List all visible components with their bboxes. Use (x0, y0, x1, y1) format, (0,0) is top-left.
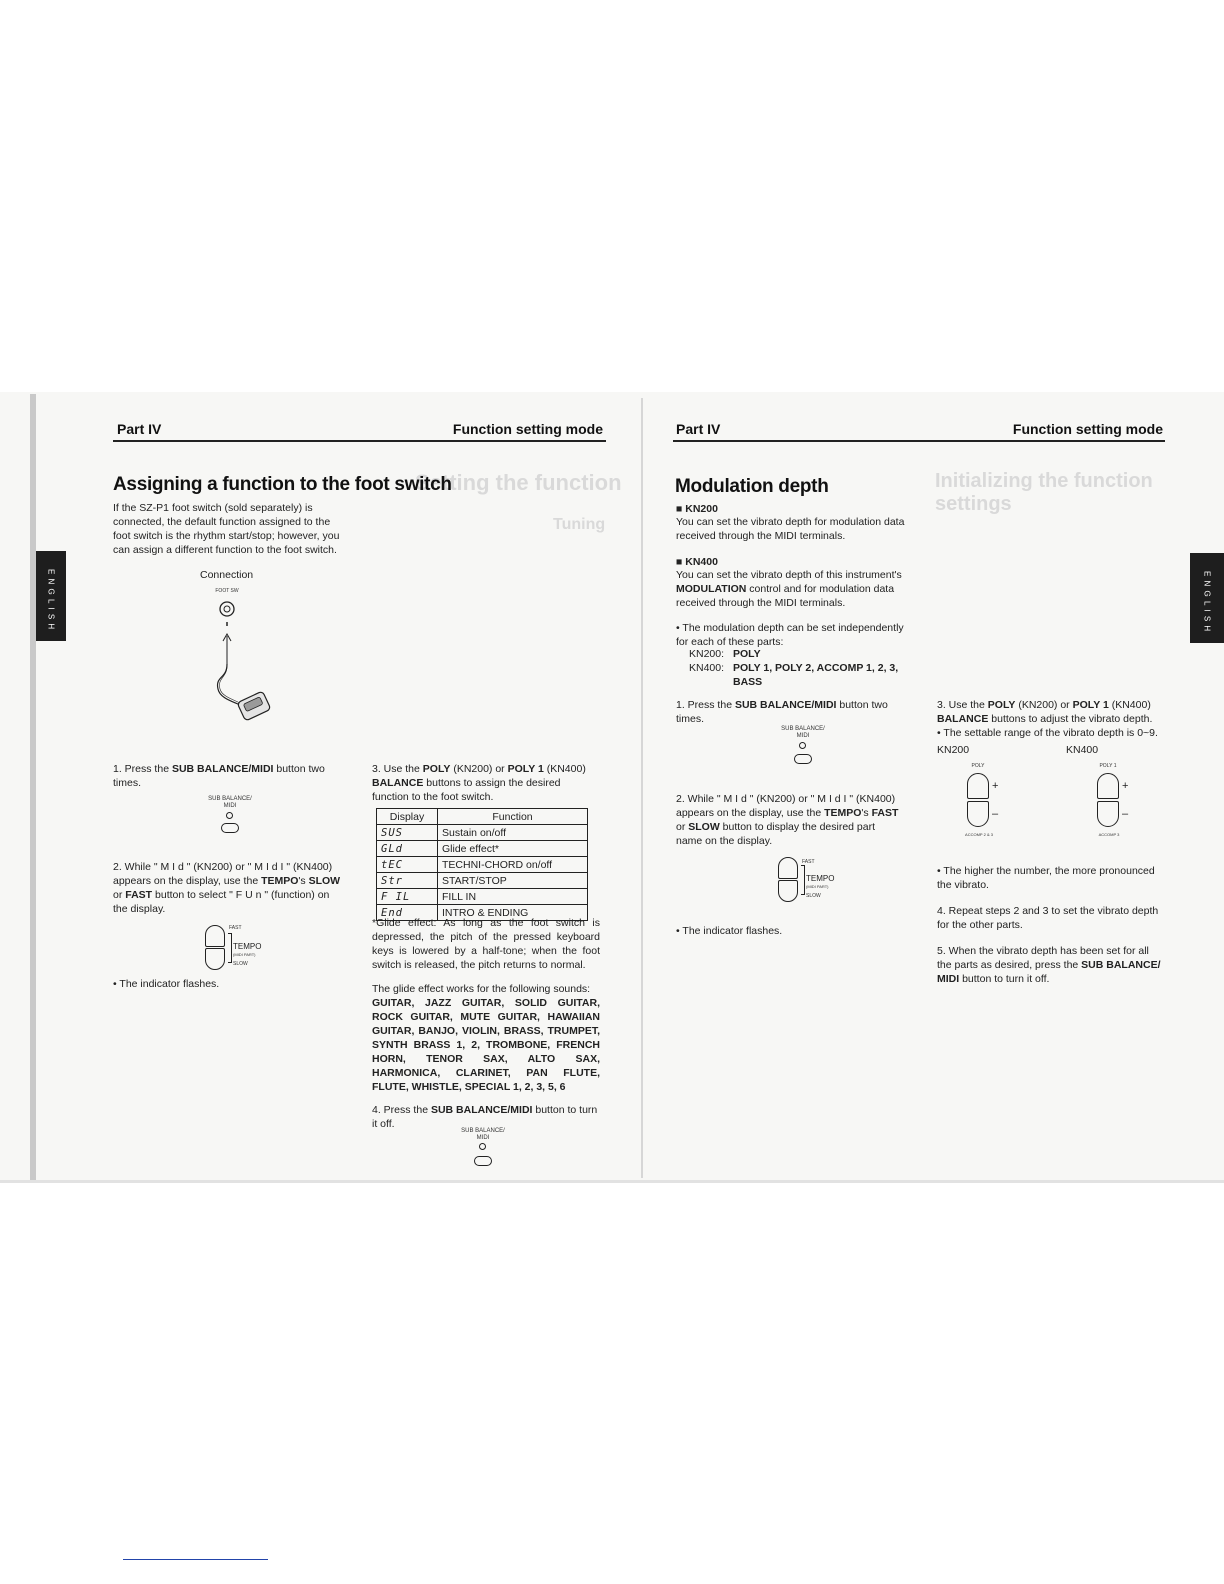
table-row (377, 841, 588, 857)
display-code-cell: Str (377, 873, 438, 889)
minus-sign-kn400: – (1122, 808, 1129, 820)
poly-label: POLY (971, 763, 985, 769)
plus-sign: + (992, 780, 999, 792)
right-page-title: Modulation depth (675, 476, 829, 497)
tempo-button-group-left (205, 925, 265, 973)
foot-switch-function-table (376, 808, 588, 921)
right-step-2: 2. While " M I d " (KN200) or " M I d I " (KN400) appears on the display, use the TEMPO's FAST or SLOW button to display the desired part name on the display. (676, 793, 899, 847)
indicator-flashes-note-left: • The indicator flashes. (113, 977, 219, 991)
function-cell: FILL IN (438, 889, 588, 905)
left-page-title: Assigning a function to the foot switch (113, 474, 452, 495)
tempo-button-group-right (778, 857, 838, 905)
accomp-3-label: ACCOMP 3 (1098, 832, 1120, 837)
page-bottom-edge (0, 1180, 1224, 1183)
midi-part-label: (MIDI PART) (233, 952, 256, 957)
accomp-2-3-label: ACCOMP 2 & 3 (965, 832, 993, 837)
function-cell: START/STOP (438, 873, 588, 889)
tempo-label: TEMPO (233, 942, 262, 951)
table-row (377, 873, 588, 889)
higher-number-note: • The higher the number, the more pronounced the vibrato. (937, 864, 1165, 892)
foot-switch-intro: If the SZ-P1 foot switch (sold separately) is connected, the default function assigned to the foot switch is the rhythm start/stop; however, you can assign a different function to the foot switch. (113, 502, 340, 556)
display-code-cell: GLd (377, 841, 438, 857)
book-spine (641, 398, 643, 1178)
fast-label-right: FAST (802, 859, 815, 865)
table-row (377, 889, 588, 905)
left-step-2: 2. While " M I d " (KN200) or " M I d I " (KN400) appears on the display, use the TEMPO's SLOW or FAST button to select " F U n " (function) on the display. (113, 861, 341, 915)
poly1-balance-minus-button[interactable] (1097, 801, 1119, 827)
bleed-through-subtitle: Tuning (553, 516, 606, 533)
left-header-section: Function setting mode (452, 421, 603, 437)
column-header-display: Display (377, 809, 438, 825)
kn200-parts: POLY (733, 648, 761, 660)
display-code-cell: SUS (377, 825, 438, 841)
left-step-4: 4. Press the SUB BALANCE/MIDI button to turn it off. (372, 1104, 598, 1130)
kn400-parts: POLY 1, POLY 2, ACCOMP 1, 2, 3, BASS (733, 662, 899, 688)
sub-balance-midi-label: SUB BALANCE/ MIDI (208, 796, 252, 809)
plus-sign-kn400: + (1122, 780, 1129, 792)
sub-balance-midi-label-right: SUB BALANCE/ MIDI (781, 726, 825, 739)
right-header-rule (673, 440, 1165, 442)
sub-balance-midi-label-step4: SUB BALANCE/ MIDI (461, 1128, 505, 1141)
tempo-slow-button[interactable] (205, 948, 225, 970)
sub-balance-midi-button-right[interactable] (794, 754, 812, 764)
left-header-rule (113, 440, 606, 442)
bleed-through-title: Setting the function (415, 470, 622, 495)
language-tab-right: E N G L I S H (1190, 553, 1224, 643)
foot-switch-connection-diagram (190, 584, 280, 739)
poly-balance-plus-button[interactable] (967, 773, 989, 799)
right-step-5: 5. When the vibrato depth has been set for all the parts as desired, press the SUB BALANCE/ MIDI button to turn it off. (937, 945, 1161, 985)
display-code-cell: F IL (377, 889, 438, 905)
poly-balance-minus-button[interactable] (967, 801, 989, 827)
right-header-part: Part IV (676, 421, 721, 437)
function-cell: TECHNI-CHORD on/off (438, 857, 588, 873)
parts-intro: • The modulation depth can be set independently for each of these parts: (676, 621, 904, 649)
fast-label: FAST (229, 925, 242, 931)
glide-sounds-intro: The glide effect works for the following sounds: (372, 983, 591, 995)
display-code-cell: tEC (377, 857, 438, 873)
left-header-part: Part IV (117, 421, 162, 437)
slow-label-right: SLOW (806, 893, 821, 899)
sub-balance-midi-button-step4[interactable] (474, 1156, 492, 1166)
left-step-1: 1. Press the SUB BALANCE/MIDI button two times. (113, 763, 325, 789)
minus-sign: – (992, 808, 999, 820)
pedal-cable (218, 664, 242, 706)
function-cell: Glide effect* (438, 841, 588, 857)
kn400-parts-label: KN400: (689, 662, 725, 674)
right-step-1: 1. Press the SUB BALANCE/MIDI button two times. (676, 699, 888, 725)
right-header-section: Function setting mode (1012, 421, 1163, 437)
right-step-4: 4. Repeat steps 2 and 3 to set the vibrato depth for the other parts. (937, 905, 1159, 931)
function-cell: INTRO & ENDING (438, 905, 588, 921)
tempo-fast-button-right[interactable] (778, 857, 798, 879)
kn400-description: You can set the vibrato depth of this instrument's MODULATION control and for modulation data received through the MIDI terminals. (676, 569, 902, 609)
display-code-cell: End (377, 905, 438, 921)
right-step-3: 3. Use the POLY (KN200) or POLY 1 (KN400) BALANCE buttons to adjust the vibrato depth. (937, 699, 1153, 725)
midi-part-label-right: (MIDI PART) (806, 884, 829, 889)
slow-label: SLOW (233, 961, 248, 967)
kn200-heading: ■ KN200 (676, 503, 718, 515)
function-cell: Sustain on/off (438, 825, 588, 841)
vibrato-range-note: • The settable range of the vibrato depth is 0~9. (937, 726, 1165, 740)
left-step-3: 3. Use the POLY (KN200) or POLY 1 (KN400) BALANCE buttons to assign the desired function to the foot switch. (372, 763, 586, 803)
poly1-balance-plus-button[interactable] (1097, 773, 1119, 799)
sub-balance-midi-button[interactable] (221, 823, 239, 833)
poly1-label: POLY 1 (1099, 763, 1117, 769)
table-row (377, 825, 588, 841)
foot-sw-jack (220, 602, 234, 616)
table-header-row (377, 809, 588, 825)
bottom-link-underline (123, 1559, 268, 1560)
indicator-flashes-note-right: • The indicator flashes. (676, 924, 782, 938)
kn400-heading: ■ KN400 (676, 556, 718, 568)
tempo-slow-button-right[interactable] (778, 880, 798, 902)
poly1-balance-group-kn400 (1097, 763, 1157, 841)
column-header-function: Function (438, 809, 588, 825)
poly-balance-group-kn200 (967, 763, 1027, 841)
table-row (377, 857, 588, 873)
kn200-parts-label: KN200: (689, 648, 725, 660)
bleed-through-right-title: Initializing the function settings (935, 470, 1153, 515)
tempo-fast-button[interactable] (205, 925, 225, 947)
glide-sounds-list: GUITAR, JAZZ GUITAR, SOLID GUITAR, ROCK GUITAR, MUTE GUITAR, HAWAIIAN GUITAR, BANJO, VIOLIN, BRASS, TRUMPET, SYNTH BRASS 1, 2, TROMBONE, FRENCH HORN, TENOR SAX, ALTO SAX, HARMONICA, CLARINET, PAN FLUTE, FLUTE, WHISTLE, SPECIAL 1, 2, 3, 5, 6 (372, 997, 600, 1093)
sub-balance-indicator-right (799, 742, 806, 749)
kn200-column-label: KN200 (937, 744, 970, 756)
tempo-label-right: TEMPO (806, 874, 835, 883)
sub-balance-indicator (226, 812, 233, 819)
language-tab-left: E N G L I S H (36, 551, 66, 641)
kn400-column-label: KN400 (1066, 744, 1099, 756)
page-edge (30, 394, 36, 1182)
kn200-description: You can set the vibrato depth for modulation data received through the MIDI terminals. (676, 516, 905, 542)
foot-sw-label: FOOT SW (215, 588, 239, 594)
glide-effect-note: *Glide effect: As long as the foot switch is depressed, the pitch of the pressed keyboard keys is lowered by a half-tone; when the foot switch is released, the pitch returns to normal. (372, 917, 600, 971)
sub-balance-indicator-step4 (479, 1143, 486, 1150)
connection-label: Connection (200, 569, 254, 581)
